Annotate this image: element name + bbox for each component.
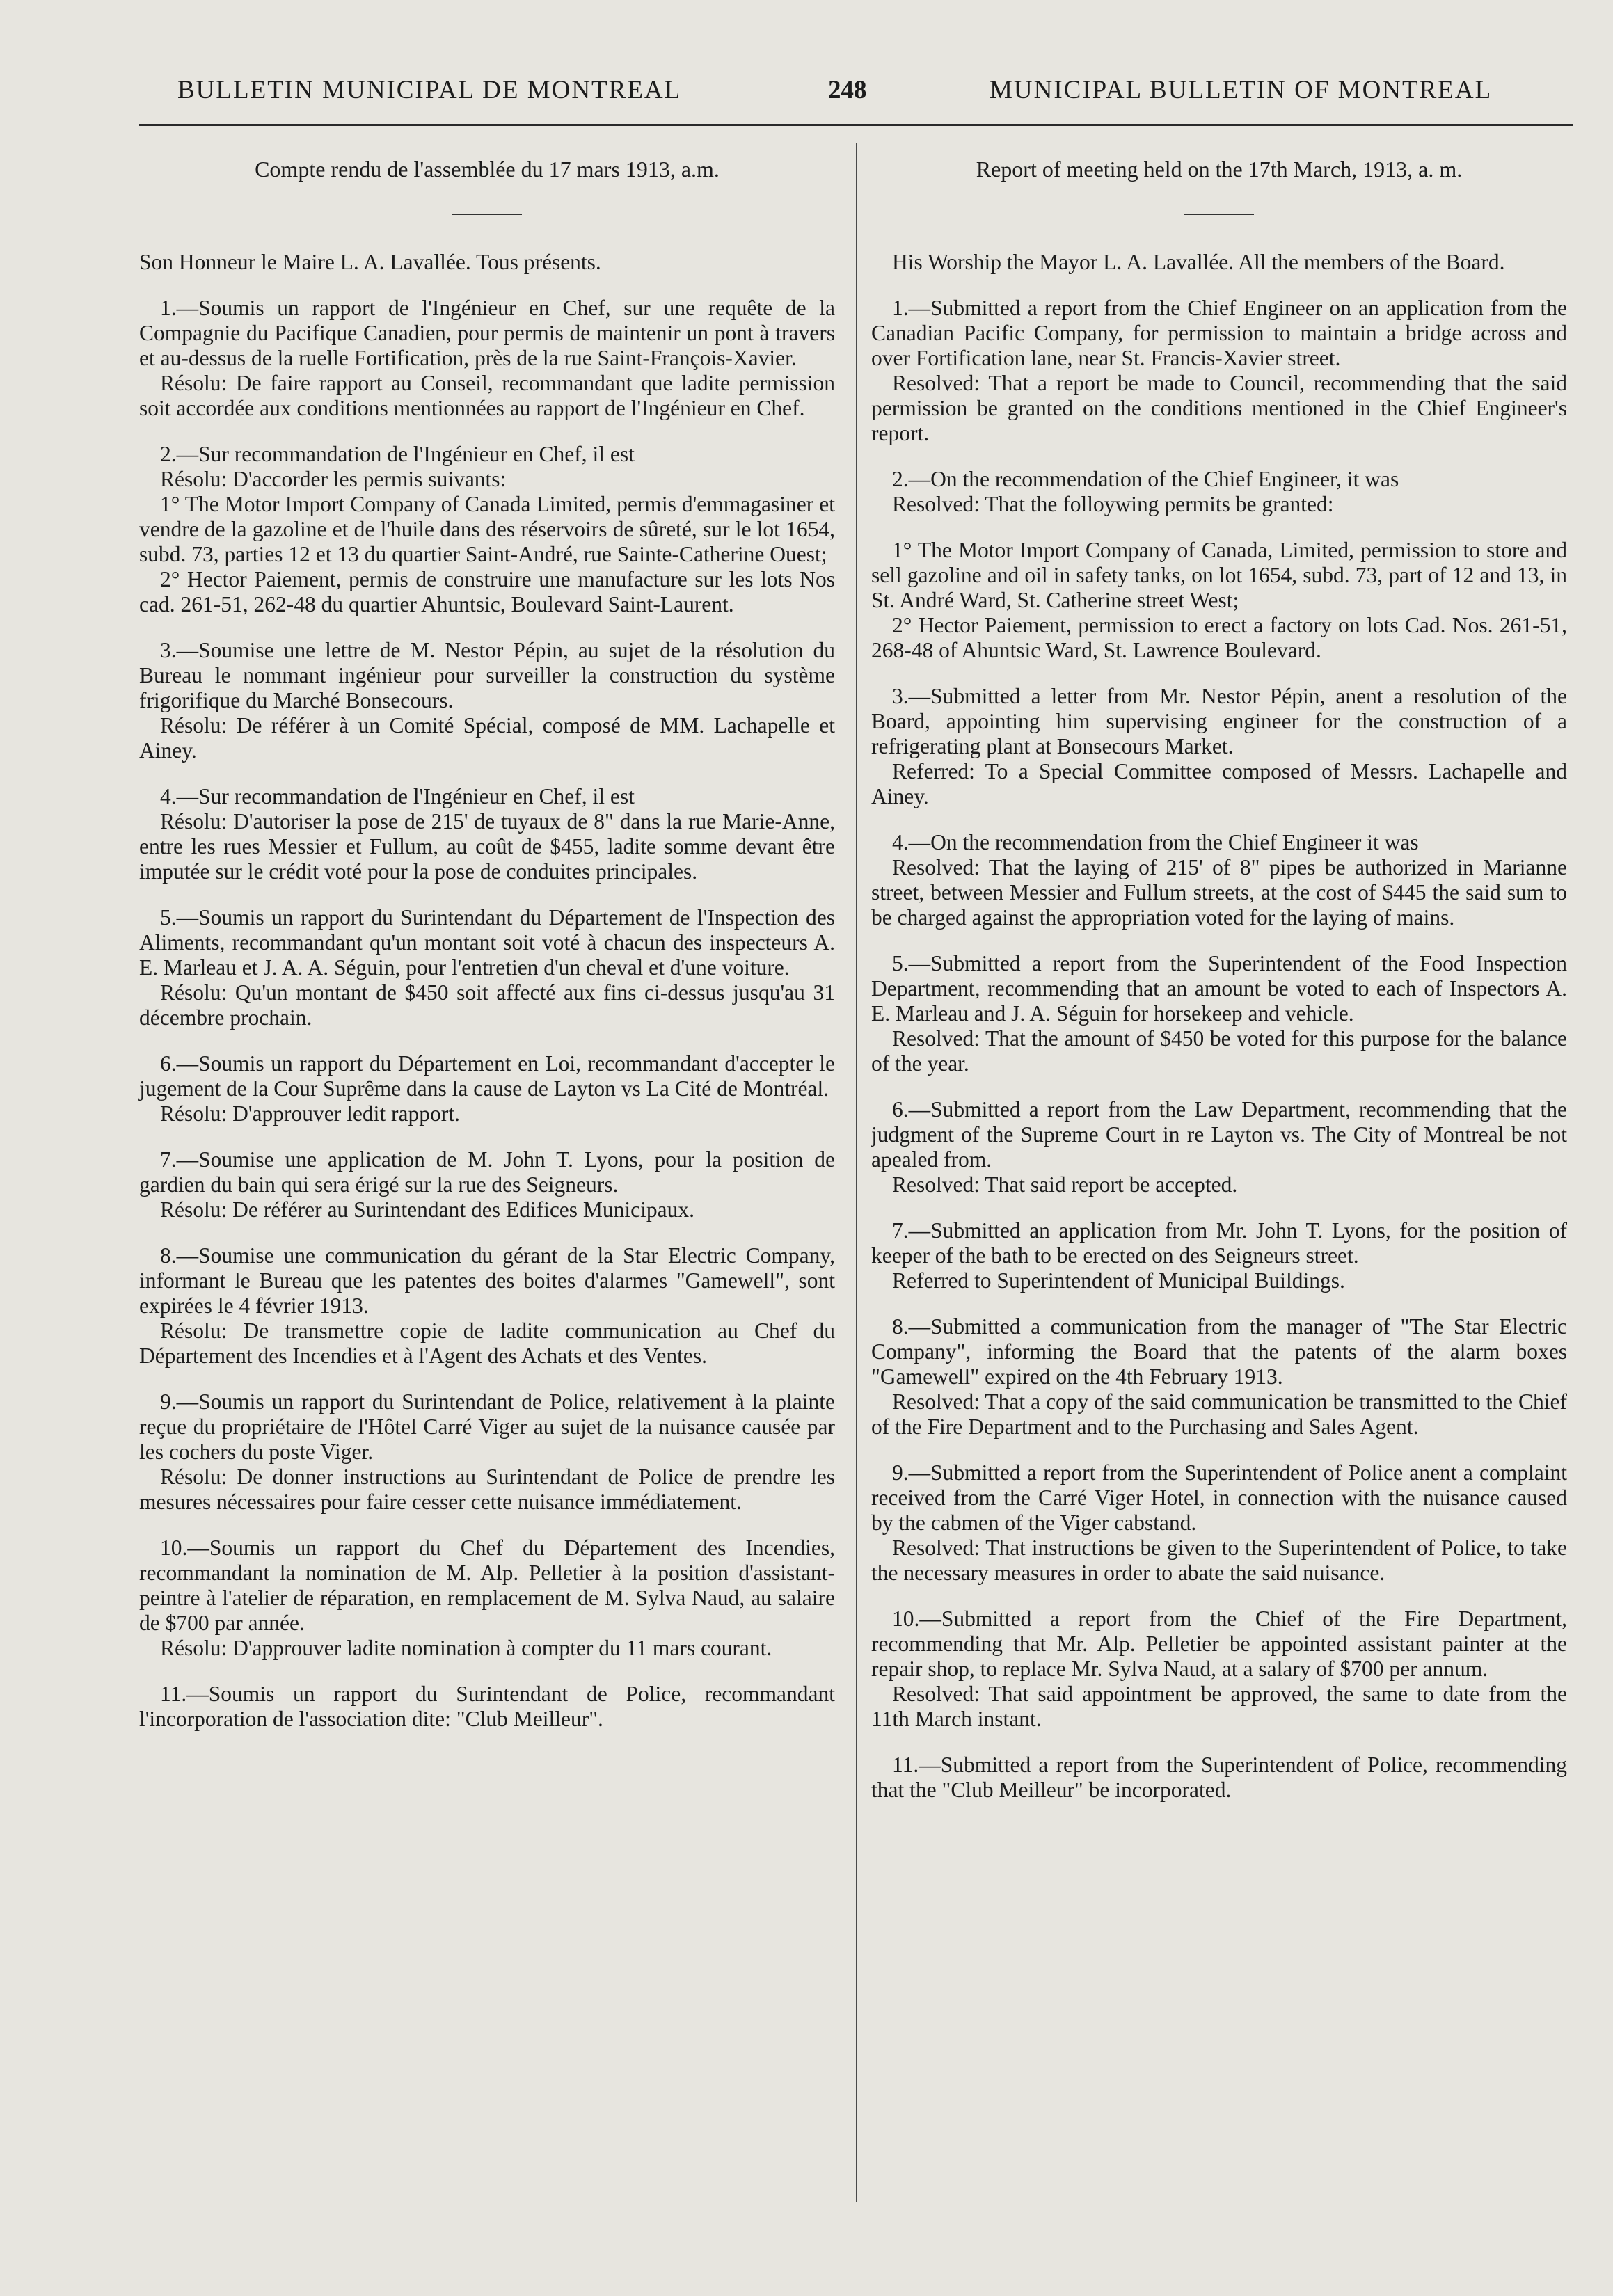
french-attendance: Son Honneur le Maire L. A. Lavallée. Tous présents. bbox=[139, 250, 601, 274]
french-resolution-9: Résolu: De donner instructions au Surintendant de Police de prendre les mesures nécessaires pour faire cesser cette nuisance immédiatement. bbox=[139, 1465, 835, 1514]
english-item-1: 1.—Submitted a report from the Chief Engineer on an application from the Canadian Pacific Company, for permission to maintain a bridge across and over Fortification lane, near St. Francis-Xavier street. bbox=[871, 296, 1567, 370]
french-title: Compte rendu de l'assemblée du 17 mars 1913, a.m. bbox=[255, 157, 720, 182]
french-resolution-2: Résolu: D'accorder les permis suivants: bbox=[160, 467, 507, 491]
english-item-8: 8.—Submitted a communication from the manager of "The Star Electric Company", informing the Board that the patents of the alarm boxes "Gamewell" expired on the 4th February 1913. bbox=[871, 1314, 1567, 1389]
french-title-separator bbox=[452, 214, 522, 215]
french-item-1: 1.—Soumis un rapport de l'Ingénieur en Chef, sur une requête de la Compagnie du Pacifique Canadien, pour permis de maintenir un pont à travers et au-dessus de la ruelle Fortification, près de la rue Saint-François-Xavier. bbox=[139, 296, 835, 370]
english-resolution-4: Resolved: That the laying of 215' of 8" pipes be authorized in Marianne street, between Messier and Fullum streets, at the cost of $445 the said sum to be charged against the appropriation voted for the laying of mains. bbox=[871, 855, 1567, 930]
english-item-7: 7.—Submitted an application from Mr. John T. Lyons, for the position of keeper of the bath to be erected on des Seigneurs street. bbox=[871, 1218, 1567, 1268]
english-resolution-6: Resolved: That said report be accepted. bbox=[892, 1172, 1238, 1197]
header-title-english: MUNICIPAL BULLETIN OF MONTREAL bbox=[990, 76, 1493, 104]
english-item-5: 5.—Submitted a report from the Superintendent of the Food Inspection Department, recommending that an amount be voted to each of Inspectors A. E. Marleau and J. A. Séguin for horsekeep and vehicle. bbox=[871, 951, 1567, 1026]
french-resolution-7: Résolu: De référer au Surintendant des Edifices Municipaux. bbox=[160, 1197, 695, 1222]
french-item-2: 2.—Sur recommandation de l'Ingénieur en Chef, il est bbox=[160, 442, 635, 466]
french-resolution-10: Résolu: D'approuver ladite nomination à compter du 11 mars courant. bbox=[160, 1636, 772, 1660]
english-permit-2: 2° Hector Paiement, permission to erect a factory on lots Cad. Nos. 261-51, 268-48 of Ahuntsic Ward, St. Lawrence Boulevard. bbox=[871, 613, 1567, 662]
english-item-4: 4.—On the recommendation from the Chief Engineer it was bbox=[892, 830, 1419, 854]
french-item-3: 3.—Soumise une lettre de M. Nestor Pépin, au sujet de la résolution du Bureau le nommant ingénieur pour surveiller la construction du système frigorifique du Marché Bonsecours. bbox=[139, 638, 835, 712]
french-column bbox=[139, 150, 835, 1732]
french-item-5: 5.—Soumis un rapport du Surintendant du Département de l'Inspection des Aliments, recommandant qu'un montant soit voté à chacun des inspecteurs A. E. Marleau et J. A. A. Séguin, pour l'entretien d'un cheval et d'une voiture. bbox=[139, 905, 835, 980]
french-item-11: 11.—Soumis un rapport du Surintendant de Police, recommandant l'incorporation de l'association dite: "Club Meilleur". bbox=[139, 1682, 835, 1731]
english-resolution-5: Resolved: That the amount of $450 be voted for this purpose for the balance of the year. bbox=[871, 1026, 1567, 1076]
column-divider bbox=[856, 143, 857, 2202]
english-item-6: 6.—Submitted a report from the Law Department, recommending that the judgment of the Supreme Court in re Layton vs. The City of Montreal be not apealed from. bbox=[871, 1097, 1567, 1172]
french-resolution-8: Résolu: De transmettre copie de ladite communication au Chef du Département des Incendies et à l'Agent des Achats et des Ventes. bbox=[139, 1318, 835, 1368]
french-resolution-6: Résolu: D'approuver ledit rapport. bbox=[160, 1101, 460, 1126]
english-column bbox=[871, 150, 1567, 1803]
english-resolution-10: Resolved: That said appointment be approved, the same to date from the 11th March instant. bbox=[871, 1682, 1567, 1731]
english-resolution-9: Resolved: That instructions be given to the Superintendent of Police, to take the necessary measures in order to abate the said nuisance. bbox=[871, 1536, 1567, 1585]
english-title: Report of meeting held on the 17th March, 1913, a. m. bbox=[976, 157, 1463, 182]
french-resolution-1: Résolu: De faire rapport au Conseil, recommandant que ladite permission soit accordée aux conditions mentionnées au rapport de l'Ingénieur en Chef. bbox=[139, 371, 835, 420]
english-item-11: 11.—Submitted a report from the Superintendent of Police, recommending that the "Club Meilleur" be incorporated. bbox=[871, 1753, 1567, 1802]
english-title-separator bbox=[1184, 214, 1254, 215]
english-item-10: 10.—Submitted a report from the Chief of the Fire Department, recommending that Mr. Alp. Pelletier be appointed assistant painter at the repair shop, to replace Mr. Sylva Naud, at a salary of $700 per annum. bbox=[871, 1607, 1567, 1681]
french-item-7: 7.—Soumise une application de M. John T. Lyons, pour la position de gardien du bain qui sera érigé sur la rue des Seigneurs. bbox=[139, 1147, 835, 1197]
english-resolution-8: Resolved: That a copy of the said communication be transmitted to the Chief of the Fire Department and to the Purchasing and Sales Agent. bbox=[871, 1389, 1567, 1439]
header-rule bbox=[139, 124, 1573, 126]
french-item-4: 4.—Sur recommandation de l'Ingénieur en Chef, il est bbox=[160, 784, 635, 808]
english-attendance: His Worship the Mayor L. A. Lavallée. All the members of the Board. bbox=[892, 250, 1505, 274]
page-number: 248 bbox=[828, 76, 867, 104]
english-resolution-7: Referred to Superintendent of Municipal Buildings. bbox=[892, 1268, 1345, 1293]
english-resolution-1: Resolved: That a report be made to Council, recommending that the said permission be granted on the conditions mentioned in the Chief Engineer's report. bbox=[871, 371, 1567, 445]
french-item-6: 6.—Soumis un rapport du Département en Loi, recommandant d'accepter le jugement de la Cour Suprême dans la cause de Layton vs La Cité de Montréal. bbox=[139, 1051, 835, 1101]
english-item-3: 3.—Submitted a letter from Mr. Nestor Pépin, anent a resolution of the Board, appointing him supervising engineer for the construction of a refrigerating plant at Bonsecours Market. bbox=[871, 684, 1567, 758]
header-title-french: BULLETIN MUNICIPAL DE MONTREAL bbox=[177, 76, 682, 104]
french-item-9: 9.—Soumis un rapport du Surintendant de Police, relativement à la plainte reçue du propriétaire de l'Hôtel Carré Viger au sujet de la nuisance causée par les cochers du poste Viger. bbox=[139, 1389, 835, 1464]
english-item-2: 2.—On the recommendation of the Chief Engineer, it was bbox=[892, 467, 1399, 491]
french-resolution-4: Résolu: D'autoriser la pose de 215' de tuyaux de 8" dans la rue Marie-Anne, entre les rues Messier et Fullum, au coût de $455, ladite somme devant être imputée sur le crédit voté pour la pose de conduites principales. bbox=[139, 809, 835, 884]
french-resolution-3: Résolu: De référer à un Comité Spécial, composé de MM. Lachapelle et Ainey. bbox=[139, 713, 835, 763]
english-item-9: 9.—Submitted a report from the Superintendent of Police anent a complaint received from the Carré Viger Hotel, in connection with the nuisance caused by the cabmen of the Viger cabstand. bbox=[871, 1460, 1567, 1535]
english-resolution-2: Resolved: That the folloywing permits be granted: bbox=[892, 492, 1334, 516]
english-permit-1: 1° The Motor Import Company of Canada, Limited, permission to store and sell gazoline and oil in safety tanks, on lot 1654, subd. 73, part of 12 and 13, in St. André Ward, St. Catherine street West; bbox=[871, 538, 1567, 612]
french-item-8: 8.—Soumise une communication du gérant de la Star Electric Company, informant le Bureau que les patentes des boites d'alarmes "Gamewell", sont expirées le 4 février 1913. bbox=[139, 1243, 835, 1318]
french-item-10: 10.—Soumis un rapport du Chef du Département des Incendies, recommandant la nomination de M. Alp. Pelletier à la position d'assistant-peintre à l'atelier de réparation, en remplacement de M. Sylva Naud, au salaire de $700 par année. bbox=[139, 1536, 835, 1635]
english-resolution-3: Referred: To a Special Committee composed of Messrs. Lachapelle and Ainey. bbox=[871, 759, 1567, 808]
french-resolution-5: Résolu: Qu'un montant de $450 soit affecté aux fins ci-dessus jusqu'au 31 décembre prochain. bbox=[139, 980, 835, 1030]
french-permit-2: 2° Hector Paiement, permis de construire une manufacture sur les lots Nos cad. 261-51, 262-48 du quartier Ahuntsic, Boulevard Saint-Laurent. bbox=[139, 567, 835, 616]
french-permit-1: 1° The Motor Import Company of Canada Limited, permis d'emmagasiner et vendre de la gazoline et de l'huile dans des réservoirs de sûreté, sur le lot 1654, subd. 73, parties 12 et 13 du quartier Saint-André, rue Sainte-Catherine Ouest; bbox=[139, 492, 835, 566]
